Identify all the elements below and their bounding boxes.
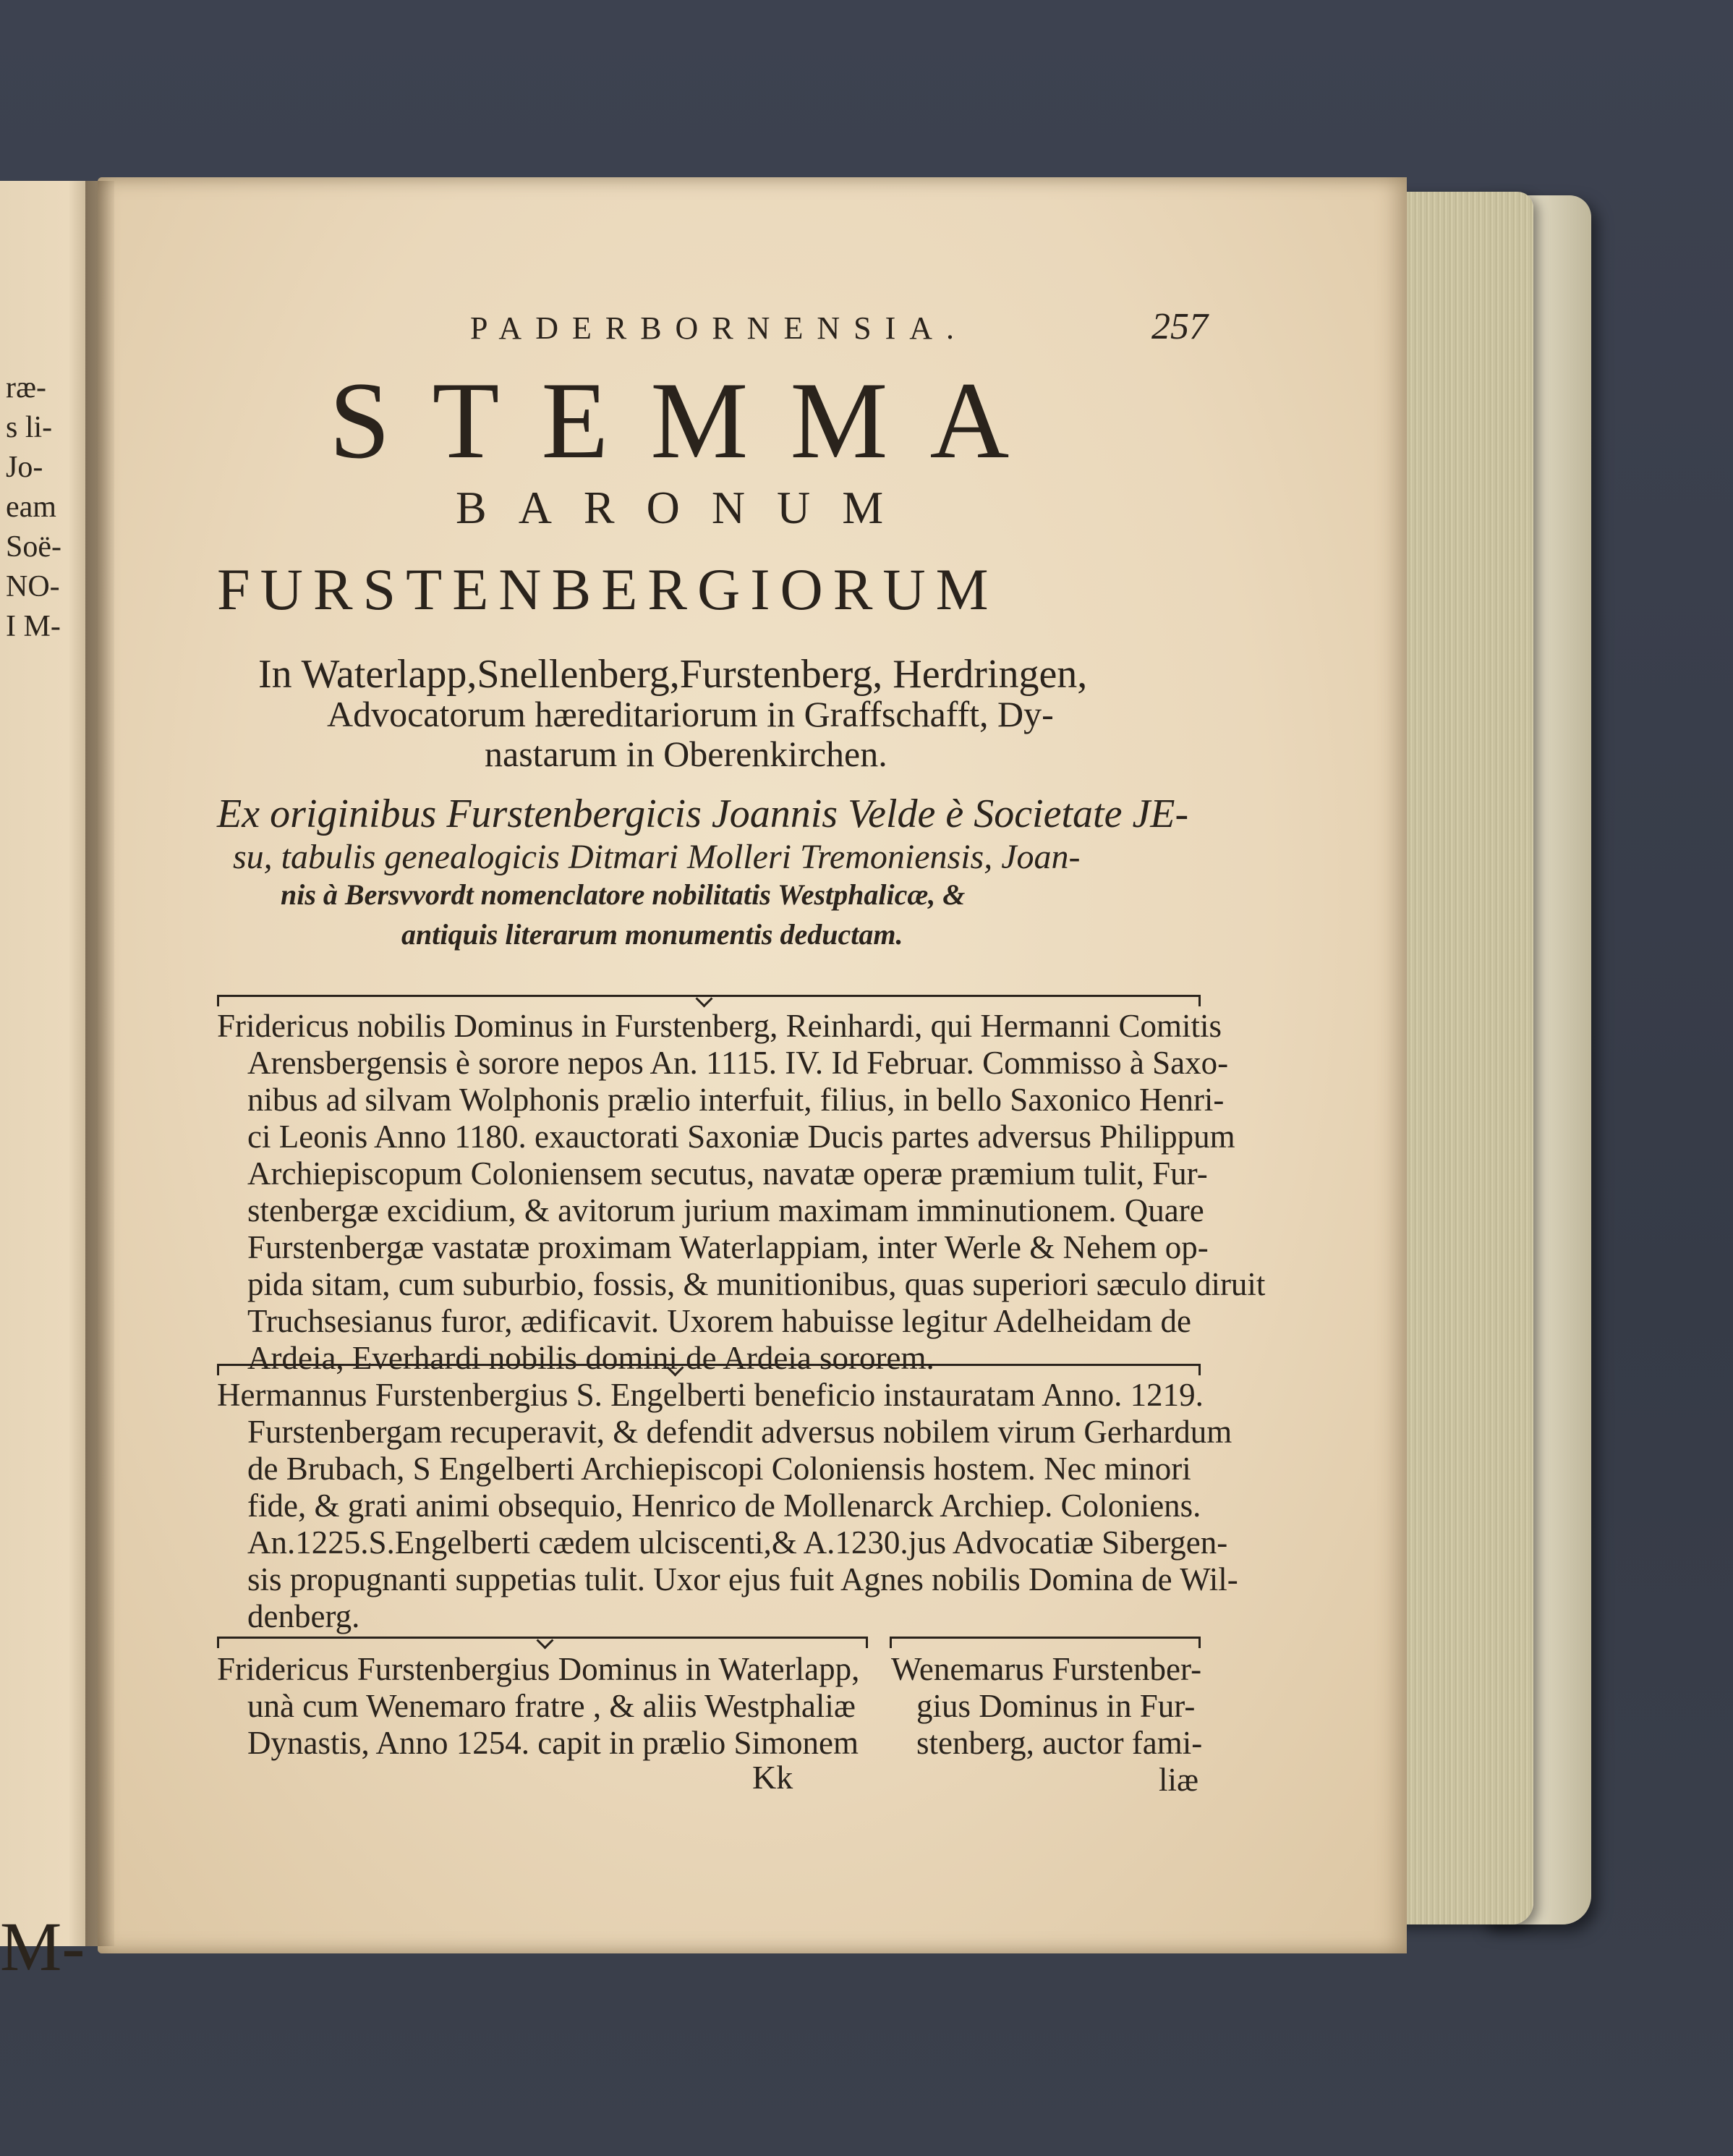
source-note-line: antiquis literarum monumentis deductam.: [401, 918, 903, 951]
left-fragment: I M-: [6, 610, 61, 643]
entry-line: gius Dominus in Fur-: [916, 1688, 1196, 1724]
entry-line: Fridericus nobilis Dominus in Furstenberg, Reinhardi, qui Hermanni Comitis: [217, 1008, 1222, 1044]
left-page: [0, 181, 98, 1985]
entry-line: nibus ad silvam Wolphonis prælio interfuit, filius, in bello Saxonico Henri-: [247, 1082, 1225, 1118]
entry-line: fide, & grati animi obsequio, Henrico de Mollenarck Archiep. Coloniens.: [247, 1487, 1201, 1524]
entry-line: Wenemarus Furstenber-: [891, 1651, 1202, 1687]
title-line-2: BARONUM: [456, 482, 916, 533]
title-line-3: FURSTENBERGIORUM: [217, 556, 999, 622]
left-fragment: eam: [6, 491, 56, 524]
entry-line: sis propugnanti suppetias tulit. Uxor ejus fuit Agnes nobilis Domina de Wil-: [247, 1561, 1238, 1597]
gutter-shadow: [85, 181, 114, 1946]
left-fragment: s li-: [6, 411, 53, 444]
entry-line: ci Leonis Anno 1180. exauctorati Saxoniæ Ducis partes adversus Philippum: [247, 1119, 1235, 1155]
source-note-line: Ex originibus Furstenbergicis Joannis Velde è Societate JE-: [217, 791, 1189, 836]
source-note-line: nis à Bersvvordt nomenclatore nobilitatis Westphalicæ, &: [281, 878, 966, 911]
entry-line: Fridericus Furstenbergius Dominus in Waterlapp,: [217, 1651, 860, 1687]
entry-line: denberg.: [247, 1598, 360, 1634]
entry-line: Dynastis, Anno 1254. capit in prælio Simonem: [247, 1725, 859, 1761]
source-note-line: su, tabulis genealogicis Ditmari Molleri Tremoniensis, Joan-: [233, 838, 1081, 876]
subtitle-line: nastarum in Oberenkirchen.: [485, 734, 887, 774]
entry-line: An.1225.S.Engelberti cædem ulciscenti,& A.1230.jus Advocatiæ Sibergen-: [247, 1524, 1228, 1561]
book-fore-edge: [1396, 192, 1533, 1924]
genealogy-entry: [891, 1651, 1202, 1799]
left-fragment: ræ-: [6, 371, 46, 404]
genealogy-entry: [217, 1651, 859, 1762]
entry-line: pida sitam, cum suburbio, fossis, & munitionibus, quas superiori sæculo diruit: [247, 1266, 1266, 1302]
entry-line: liæ: [1159, 1762, 1199, 1798]
entry-line: Ardeia, Everhardi nobilis domini de Ardeia sororem.: [247, 1340, 934, 1376]
entry-line: de Brubach, S Engelberti Archiepiscopi Coloniensis hostem. Nec minori: [247, 1451, 1191, 1487]
entry-line: Truchsesianus furor, ædificavit. Uxorem habuisse legitur Adelheidam de: [247, 1303, 1192, 1339]
entry-line: Archiepiscopum Coloniensem secutus, navatæ operæ præmium tulit, Fur-: [247, 1155, 1208, 1192]
left-fragment: NO-: [6, 570, 60, 603]
left-fragment-large: M-: [0, 1908, 85, 1985]
subtitle-line: Advocatorum hæreditariorum in Graffschafft, Dy-: [327, 694, 1054, 734]
title-line-1: STEMMA: [329, 360, 1052, 481]
left-fragment: Jo-: [6, 451, 43, 484]
entry-line: stenbergæ excidium, & avitorum jurium maximam imminutionem. Quare: [247, 1192, 1204, 1228]
entry-line: stenberg, auctor fami-: [916, 1725, 1203, 1761]
page-number: 257: [1151, 306, 1208, 347]
entry-line: Arensbergensis è sorore nepos An. 1115. IV. Id Februar. Commisso à Saxo-: [247, 1045, 1229, 1081]
entry-line: Furstenbergam recuperavit, & defendit adversus nobilem virum Gerhardum: [247, 1414, 1232, 1450]
catchword: Kk: [752, 1759, 793, 1796]
genealogy-entry: [217, 1377, 1238, 1635]
entry-line: Hermannus Furstenbergius S. Engelberti beneficio instauratam Anno. 1219.: [217, 1377, 1204, 1413]
entry-line: unà cum Wenemaro fratre , & aliis Westphaliæ: [247, 1688, 856, 1724]
genealogy-entry: [217, 1008, 1265, 1377]
entry-line: Furstenbergæ vastatæ proximam Waterlappiam, inter Werle & Nehem op-: [247, 1229, 1209, 1265]
left-fragment: Soë-: [6, 530, 61, 564]
subtitle-line: In Waterlapp,Snellenberg,Furstenberg, Herdringen,: [258, 652, 1088, 697]
running-head: PADERBORNENSIA.: [470, 310, 968, 346]
